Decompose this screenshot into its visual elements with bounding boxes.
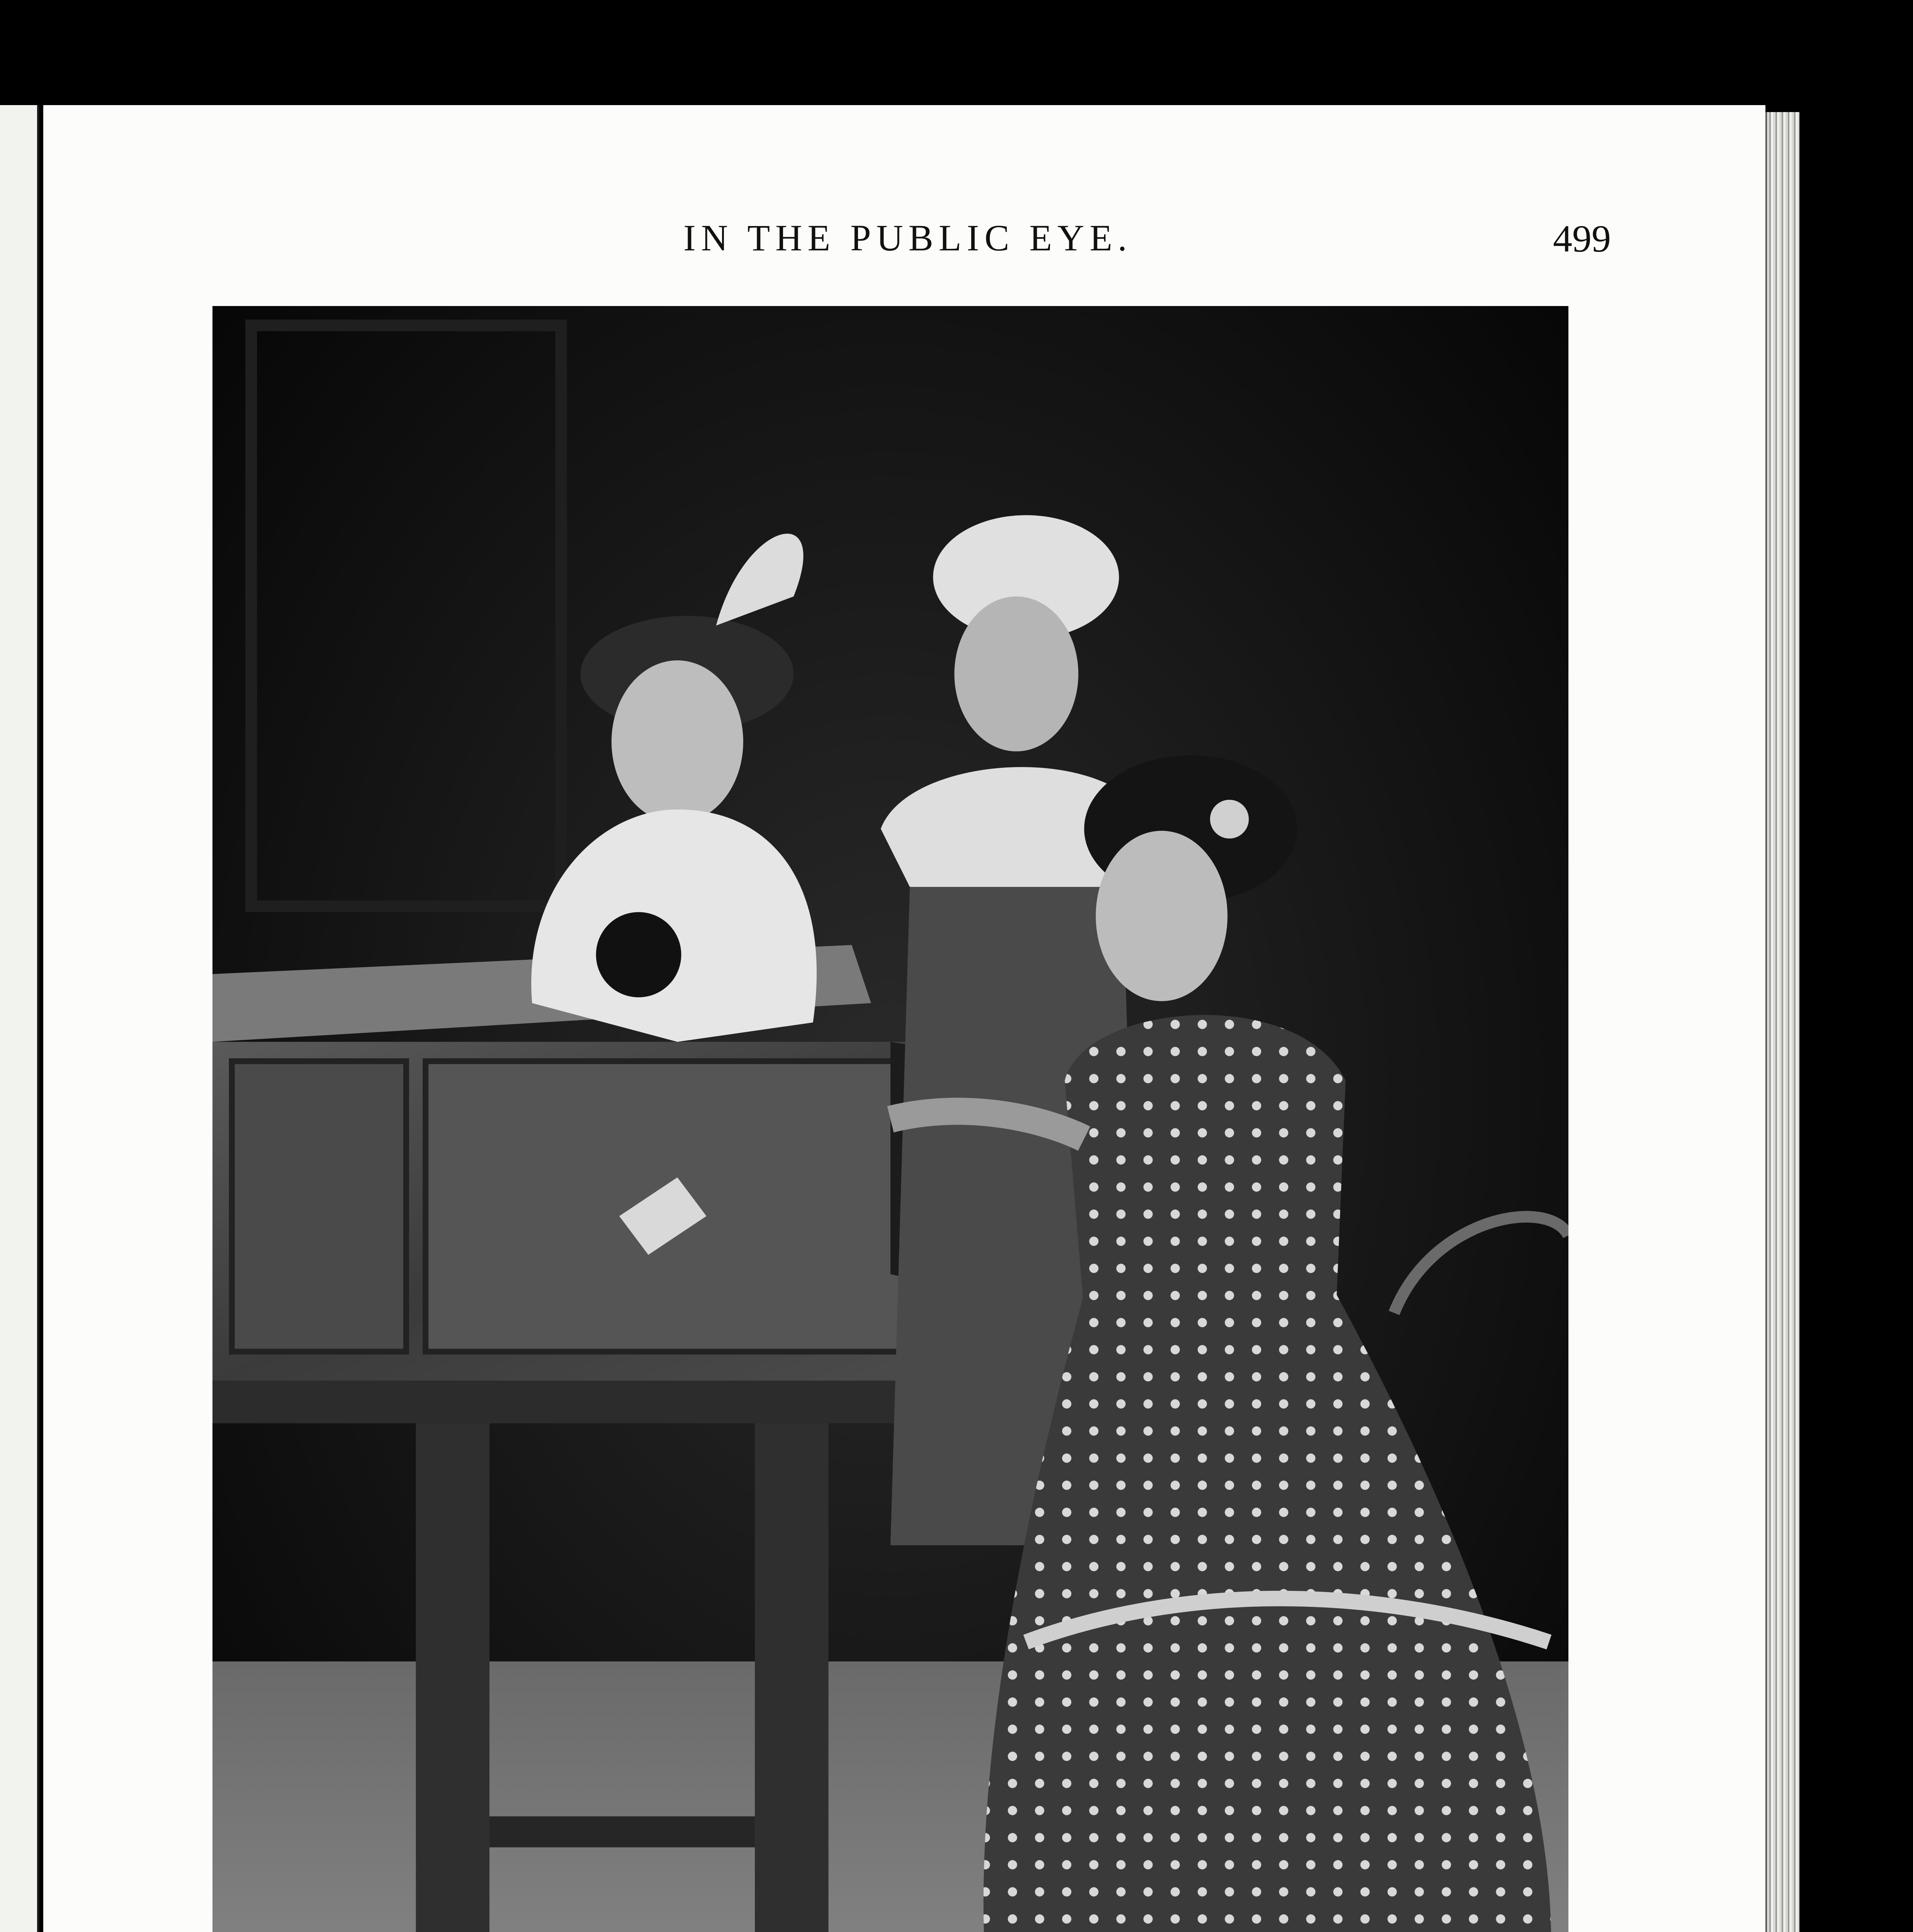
page-number: 499: [1553, 217, 1611, 260]
previous-page-edge: [0, 105, 39, 1932]
page-stack-edge: [1765, 112, 1799, 1932]
concert-photograph: [212, 306, 1568, 1932]
photograph-illustration: [212, 306, 1568, 1932]
running-title: IN THE PUBLIC EYE.: [683, 217, 1133, 259]
